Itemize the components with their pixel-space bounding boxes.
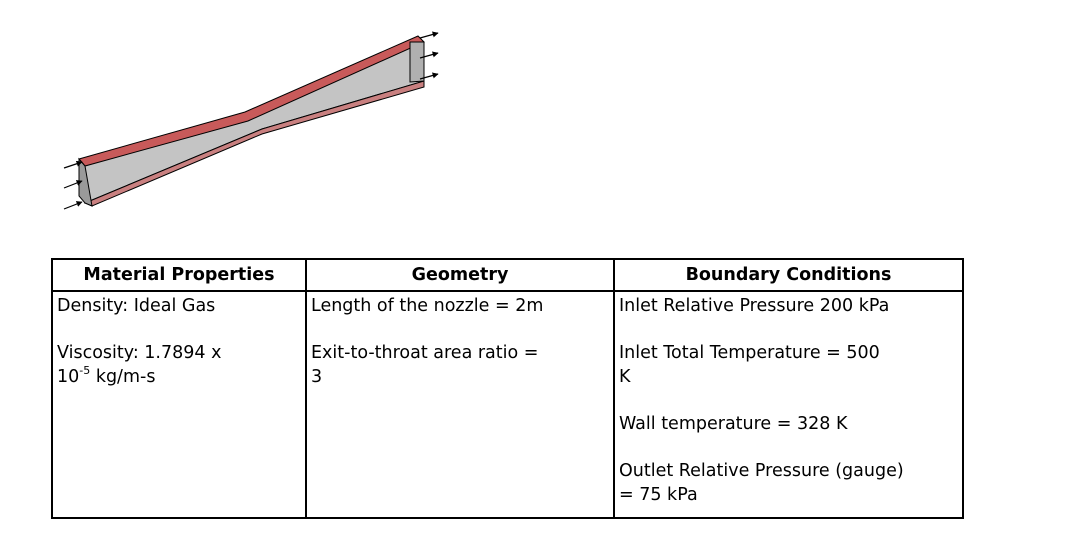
density-text: Density: Ideal Gas <box>57 296 216 316</box>
material-properties-cell <box>52 291 306 518</box>
area-ratio-text: Exit-to-throat area ratio = <box>311 343 539 363</box>
inlet-pressure-text: Inlet Relative Pressure 200 kPa <box>619 296 890 316</box>
table-row <box>52 291 963 518</box>
outlet-pressure-value: = 75 kPa <box>619 485 698 505</box>
table-header-row <box>52 259 963 291</box>
nozzle-interior <box>85 42 424 203</box>
wall-temperature-text: Wall temperature = 328 K <box>619 414 848 434</box>
nozzle-length-text: Length of the nozzle = 2m <box>311 296 544 316</box>
arrow-icon <box>64 202 82 209</box>
header-geometry: Geometry <box>306 259 614 291</box>
header-material-properties: Material Properties <box>52 259 306 291</box>
viscosity-unit: kg/m-s <box>90 367 156 387</box>
outlet-face <box>410 42 424 82</box>
inlet-temperature-unit: K <box>619 367 631 387</box>
viscosity-text: Viscosity: 1.7894 x <box>57 343 222 363</box>
inlet-temperature-text: Inlet Total Temperature = 500 <box>619 343 880 363</box>
area-ratio-value: 3 <box>311 367 323 387</box>
viscosity-exponent: -5 <box>79 364 91 378</box>
geometry-cell <box>306 291 614 518</box>
viscosity-value <box>57 365 302 389</box>
boundary-conditions-cell <box>614 291 963 518</box>
properties-table <box>51 258 964 519</box>
outlet-pressure-text: Outlet Relative Pressure (gauge) <box>619 461 904 481</box>
nozzle-diagram <box>0 0 460 225</box>
header-boundary-conditions: Boundary Conditions <box>614 259 963 291</box>
viscosity-base: 10 <box>57 367 80 387</box>
arrow-icon <box>420 33 438 38</box>
